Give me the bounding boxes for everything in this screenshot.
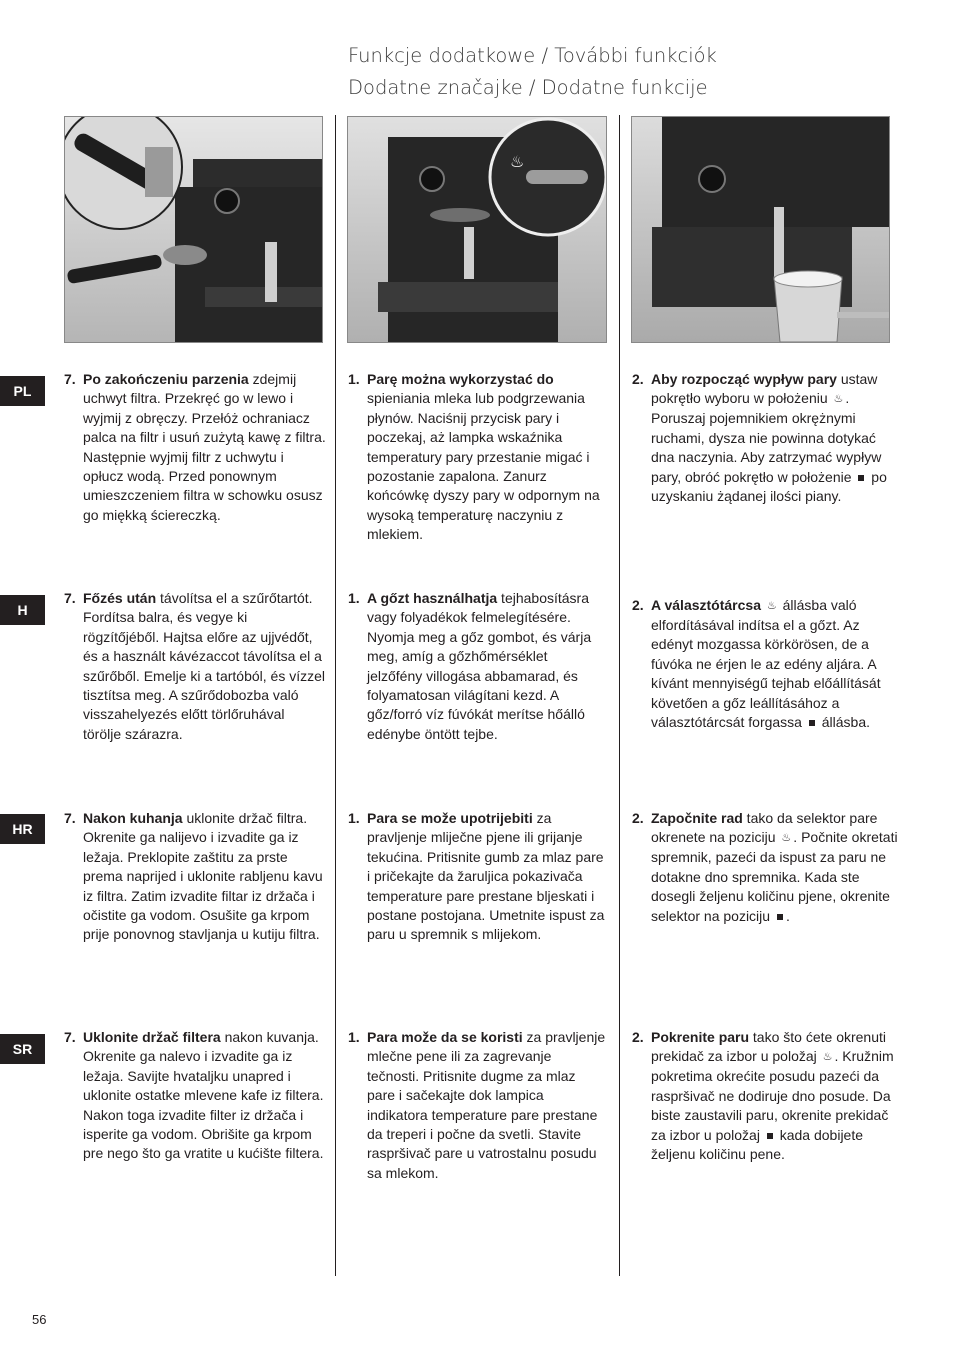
column-divider-2: [619, 115, 620, 1276]
step-text: kada dobijete željenu količinu pene.: [651, 1126, 864, 1163]
hr-step-1: [348, 809, 606, 945]
step-text: . Kružnim pokretima okrećite posudu pazeći da raspršivač ne dodiruje dno posude. Da biste zaustavili paru, okrenite prekidač za izbor u položaj: [651, 1048, 894, 1143]
pl-step-2: [632, 370, 898, 506]
steam-icon: ♨: [822, 1051, 833, 1063]
language-tab-h: H: [0, 595, 45, 625]
step-lead: Uklonite držač filtera: [83, 1029, 221, 1045]
title-line-1: Funkcje dodatkowe / További funkciók: [348, 44, 717, 67]
step-lead: Započnite rad: [651, 810, 743, 826]
step-text: . Počnite okretati spremnik, pazeći da ispust za paru ne dotakne dno spremnika. Kada ste dosegli željenu količinu pjene, okrenite selektor na poziciju: [651, 829, 898, 924]
title-line-2: Dodatne značajke / Dodatne funkcije: [348, 76, 708, 99]
step-text: po uzyskaniu żądanej ilości piany.: [651, 468, 887, 505]
step-text: tejhabosításra vagy folyadékok felmelegítésére. Nyomja meg a gőz gombot, és várja meg, amíg a gőzhőmérséklet jelzőfény villogása abbamarad, és folyamatosan világítani kezd. A gőz/forró víz fúvókát merítse hőálló edénybe öntött tejbe.: [367, 590, 592, 742]
step-text: zdejmij uchwyt filtra. Przekręć go w lewo i wyjmij z obręczy. Przełóż ochraniacz palca na filtr i usuń zużytą kawę z filtra. Następnie wyjmij filtr z uchwytu i opłucz wodą. Przed ponownym umieszczeniem filtra w schowku osusz go miękką ściereczką.: [83, 371, 326, 523]
step-text: nakon kuvanja. Okrenite ga nalevo i izvadite ga iz ležaja. Savijte hvataljku unapred i uklonite ostatke mlevene kafe iz filtera. Nakon toga izvadite filter iz držača i isperite ga vodom. Obrišite ga krpom pre nego što ga vratite u kućište filtera.: [83, 1029, 324, 1162]
step-text: távolítsa el a szűrőtartót. Fordítsa balra, és vegye ki rögzítőjéből. Hajtsa előre az ujjvédőt, és a használt kávézaccot távolítsa el a szűrőből. Emelje ki a tartóból, és vízzel tisztítsa meg. A szűrődobozba való visszahelyezés előtt törlőruhával törölje szárazra.: [83, 590, 325, 742]
hr-step-2: [632, 809, 898, 926]
step-lead: Pokrenite paru: [651, 1029, 750, 1045]
page-title: [348, 40, 717, 104]
step-text: uklonite držač filtra. Okrenite ga nalijevo i izvadite ga iz ležaja. Preklopite zaštitu za prste prema naprijed i uklonite rabljenu kavu iz filtra. Zatim izvadite filtar iz držača i očistite ga vodom. Osušite ga krpom prije ponovnog stavljanja u kutiju filtra.: [83, 810, 323, 943]
step-text: állásba.: [817, 714, 871, 731]
steam-icon: ♨: [781, 832, 792, 844]
step-text: ustaw pokrętło wyboru w położeniu: [651, 371, 878, 407]
step-number: 7.: [64, 590, 76, 606]
photo-steam-button: [347, 116, 607, 343]
step-text: tako što ćete okrenuti prekidač za izbor u položaj: [651, 1029, 886, 1065]
step-text: spieniania mleka lub podgrzewania płynów. Naciśnij przycisk pary i poczekaj, aż lampka wskaźnika temperatury pary przestanie migać i pozostanie zapalona. Zanurz końcówkę dyszy pary w odpornym na wysoką temperaturę naczyniu z mlekiem.: [367, 390, 600, 543]
step-lead: Para može da se koristi: [367, 1029, 523, 1045]
sr-step-1: [348, 1028, 606, 1183]
h-step-1: [348, 589, 606, 744]
step-text: állásba való elfordításával indítsa el a gőzt. Az edényt mozgassa körkörösen, de a fúvóka ne érjen le az edény aljára. A kívánt mennyiségű tejhab előállítását követően a gőz leállításához a választótárcsát forgassa: [651, 597, 881, 731]
step-lead: A választótárcsa: [651, 597, 761, 613]
step-number: 2.: [632, 810, 644, 826]
step-lead: Parę można wykorzystać do: [367, 371, 554, 387]
h-step-2: [632, 596, 898, 732]
photo-filter-holder: [64, 116, 323, 343]
svg-text:♨: ♨: [510, 152, 525, 171]
step-number: 2.: [632, 1029, 644, 1045]
step-number: 7.: [64, 1029, 76, 1045]
step-lead: A gőzt használhatja: [367, 590, 498, 606]
column-divider-1: [335, 115, 336, 1276]
sr-step-2: [632, 1028, 898, 1164]
step-number: 2.: [632, 371, 644, 387]
off-position-icon: [858, 475, 864, 481]
step-number: 7.: [64, 371, 76, 387]
pl-step-1: [348, 370, 606, 545]
photo-frothing-milk: [631, 116, 890, 343]
step-lead: Aby rozpocząć wypływ pary: [651, 371, 837, 387]
step-text: tako da selektor pare okrenete na poziciju: [651, 810, 878, 846]
hr-step-7: [64, 809, 326, 945]
step-text: .: [785, 907, 790, 924]
steam-icon: ♨: [833, 393, 844, 405]
h-step-7: [64, 589, 326, 744]
step-number: 2.: [632, 597, 644, 613]
step-number: 1.: [348, 1029, 360, 1045]
step-number: 1.: [348, 810, 360, 826]
step-text: za pravljenje mlečne pene ili za zagrevanje tečnosti. Pritisnite dugme za mlaz pare i sačekajte dok lampica indikatora temperature pare prestane da treperi i počne da svetli. Stavite raspršivač pare u vatrostalnu posudu sa mlekom.: [367, 1029, 606, 1181]
sr-step-7: [64, 1028, 326, 1164]
step-lead: Nakon kuhanja: [83, 810, 183, 826]
page-number: 56: [32, 1312, 47, 1327]
language-tab-sr: SR: [0, 1034, 45, 1064]
step-lead: Főzés után: [83, 590, 157, 606]
step-text: za pravljenje mliječne pjene ili grijanje tekućina. Pritisnite gumb za mlaz pare i pričekajte da žaruljica pokazivača temperature pare prestane bljeskati i postane postojana. Umetnite ispust za paru u spremnik s mlijekom.: [367, 810, 605, 943]
language-tab-hr: HR: [0, 814, 45, 844]
step-number: 1.: [348, 371, 360, 387]
step-lead: Po zakończeniu parzenia: [83, 371, 249, 387]
step-text: [761, 597, 765, 613]
steam-icon: ♨: [766, 599, 777, 612]
pl-step-7: [64, 370, 326, 525]
off-position-icon: [767, 1133, 773, 1139]
off-position-icon: [809, 720, 815, 726]
language-tab-pl: PL: [0, 376, 45, 406]
step-number: 1.: [348, 590, 360, 606]
step-text: . Poruszaj pojemnikiem okrężnymi ruchami, dysza nie powinna dotykać dna naczynia. Aby zatrzymać wypływ pary, obróć pokrętło w położenie: [651, 390, 882, 485]
step-number: 7.: [64, 810, 76, 826]
step-lead: Para se može upotrijebiti: [367, 810, 533, 826]
off-position-icon: [777, 914, 783, 920]
